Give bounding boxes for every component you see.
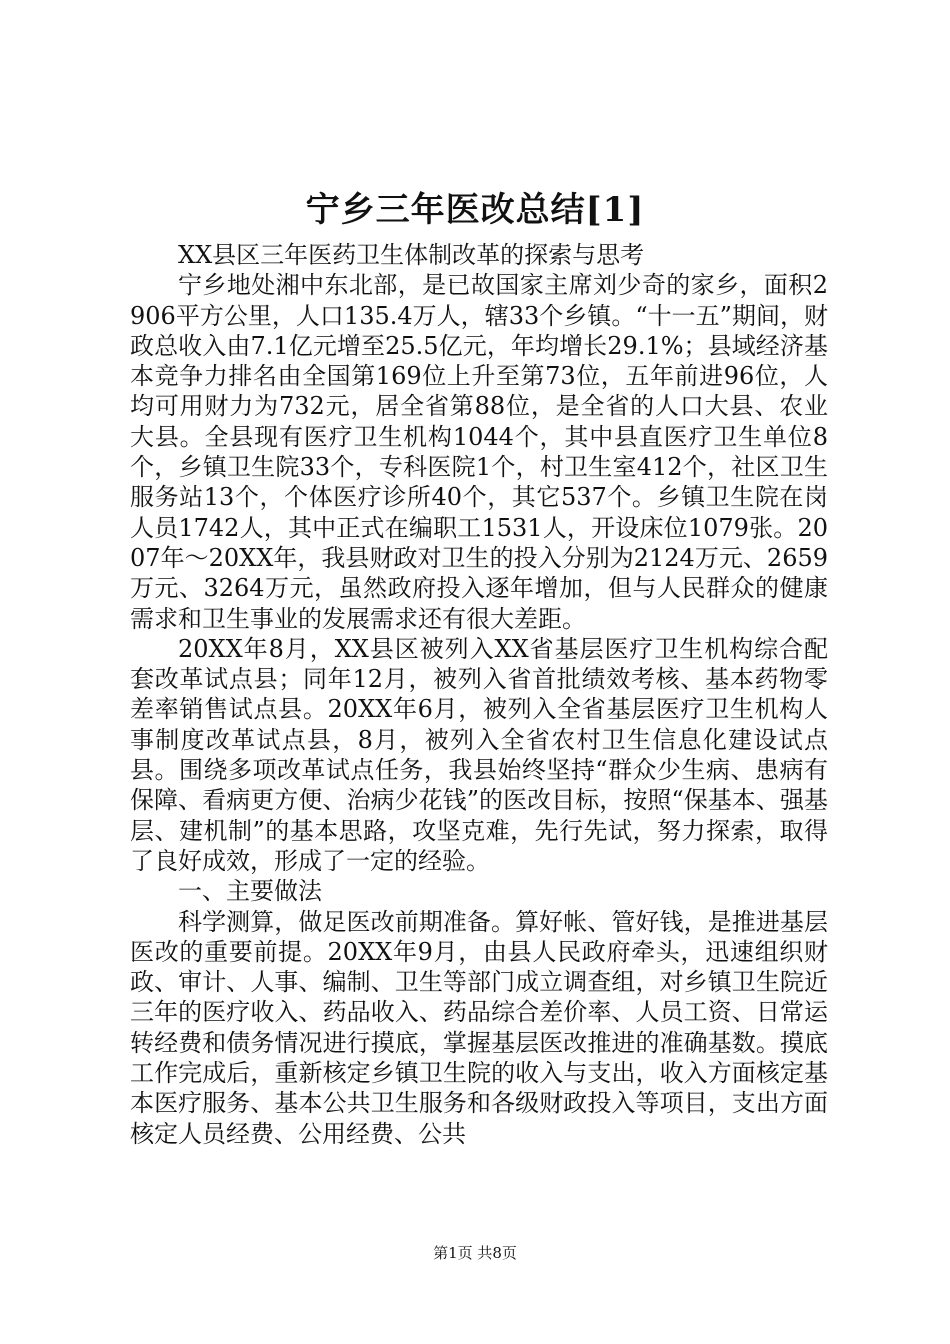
document-title: 宁乡三年医改总结[1] bbox=[305, 190, 645, 230]
section-heading: 一、主要做法 bbox=[178, 877, 322, 906]
body-paragraph: 科学测算，做足医改前期准备。算好帐、管好钱，是推进基层医改的重要前提。20XX年9月，由县人民政府牵头，迅速组织财政、审计、人事、编制、卫生等部门成立调查组，对乡镇卫生院近三年的医疗收入、药品收入、药品综合差价率、人员工资、日常运转经费和债务情况进行摸底，掌握基层医改推进的准确基数。摸底工作完成后，重新核定乡镇卫生院的收入与支出，收入方面核定基本医疗服务、基本公共卫生服务和各级财政投入等项目，支出方面核定人员经费、公用经费、公共 bbox=[130, 907, 828, 1148]
document-body bbox=[130, 240, 828, 1149]
body-paragraph: 20XX年8月，XX县区被列入XX省基层医疗卫生机构综合配套改革试点县；同年12月，被列入省首批绩效考核、基本药物零差率销售试点县。20XX年6月，被列入全省基层医疗卫生机构人事制度改革试点县，8月，被列入全省农村卫生信息化建设试点县。围绕多项改革试点任务，我县始终坚持“群众少生病、患病有保障、看病更方便、治病少花钱”的医改目标，按照“保基本、强基层、建机制”的基本思路，攻坚克难，先行先试，努力探索，取得了良好成效，形成了一定的经验。 bbox=[130, 634, 828, 875]
body-paragraph: 宁乡地处湘中东北部，是已故国家主席刘少奇的家乡，面积2906平方公里，人口135.4万人，辖33个乡镇。“十一五”期间，财政总收入由7.1亿元增至25.5亿元，年均增长29.1%；县域经济基本竞争力排名由全国第169位上升至第73位，五年前进96位，人均可用财力为732元，居全省第88位，是全省的人口大县、农业大县。全县现有医疗卫生机构1044个，其中县直医疗卫生单位8个，乡镇卫生院33个，专科医院1个，村卫生室412个，社区卫生服务站13个，个体医疗诊所40个，其它537个。乡镇卫生院在岗人员1742人，其中正式在编职工1531人，开设床位1079张。2007年～20XX年，我县财政对卫生的投入分别为2124万元、2659万元、3264万元，虽然政府投入逐年增加，但与人民群众的健康需求和卫生事业的发展需求还有很大差距。 bbox=[130, 271, 828, 633]
page-footer: 第1页 共8页 bbox=[433, 1244, 517, 1262]
subtitle-paragraph: XX县区三年医药卫生体制改革的探索与思考 bbox=[178, 241, 645, 269]
